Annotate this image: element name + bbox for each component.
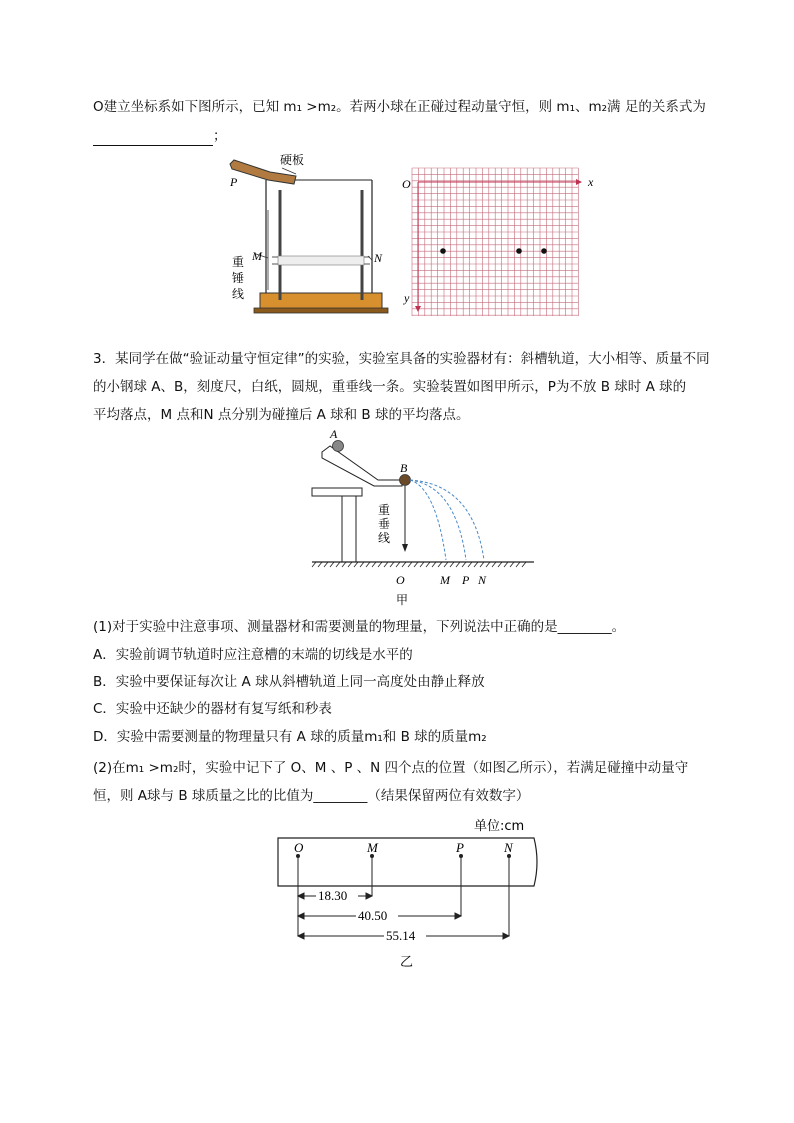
q3-sub2-line1: (2)在m₁ >m₂时，实验中记下了 O、M 、P 、N 四个点的位置（如图乙所示），若满足碰撞中动量守 <box>93 760 689 776</box>
q3-sub1: (1)对于实验中注意事项、测量器材和需要测量的物理量，下列说法中正确的是________。 <box>93 619 626 635</box>
label-plumb-2: 锤 <box>232 271 245 285</box>
label-origin: O <box>402 177 411 191</box>
q3-option-d[interactable]: D．实验中需要测量的物理量只有 A 球的质量m₁和 B 球的质量m₂ <box>93 729 487 745</box>
jia-label-plumb-2: 垂 <box>378 517 391 531</box>
yi-label-p: P <box>456 840 464 855</box>
ball-b <box>400 475 411 486</box>
label-p: P <box>230 175 238 189</box>
yi-unit: 单位:cm <box>474 819 525 834</box>
jia-caption: 甲 <box>396 593 409 607</box>
jia-label-n: N <box>478 573 487 587</box>
q3-option-a[interactable]: A．实验前调节轨道时应注意槽的末端的切线是水平的 <box>93 647 413 663</box>
q2-grid-figure <box>398 160 598 318</box>
q3-option-b[interactable]: B．实验中要保证每次让 A 球从斜槽轨道上同一高度处由静止释放 <box>93 674 485 690</box>
q3-figure-jia <box>308 428 538 610</box>
jia-label-o: O <box>396 573 405 587</box>
grid-point-1 <box>440 248 446 254</box>
jia-label-a: A <box>330 428 338 441</box>
q3-option-c[interactable]: C．实验中还缺少的器材有复写纸和秒表 <box>93 701 332 717</box>
label-x: x <box>588 175 594 189</box>
grid <box>412 168 578 316</box>
label-y: y <box>404 291 410 305</box>
jia-label-b: B <box>400 461 408 475</box>
yi-label-n: N <box>504 840 513 855</box>
yi-dist-op: 40.50 <box>358 908 388 923</box>
jia-label-plumb-3: 线 <box>378 531 391 545</box>
q3-stem-line3: 平均落点，M 点和N 点分别为碰撞后 A 球和 B 球的平均落点。 <box>93 407 470 423</box>
label-m: M <box>252 249 262 263</box>
grid-point-3 <box>541 248 547 254</box>
q3-stem-line2: 的小钢球 A、B，刻度尺，白纸，圆规，重垂线一条。实验装置如图甲所示，P为不放 B 球时 A 球的 <box>93 379 687 395</box>
ball-a <box>333 441 344 452</box>
q2-answer-line: ； <box>93 125 227 146</box>
yi-dist-om: 18.30 <box>318 888 348 903</box>
yi-dist-on: 55.14 <box>386 928 416 943</box>
jia-label-m: M <box>440 573 450 587</box>
q2-apparatus-figure <box>222 150 402 318</box>
yi-caption: 乙 <box>400 955 414 970</box>
q3-figure-yi <box>272 812 544 972</box>
yi-label-m: M <box>367 840 378 855</box>
grid-point-2 <box>516 248 522 254</box>
yi-label-o: O <box>294 840 304 855</box>
answer-blank[interactable] <box>93 125 213 146</box>
q3-stem-line1: 3．某同学在做“验证动量守恒定律”的实验，实验室具备的实验器材有：斜槽轨道，大小相等、质量不同 <box>93 351 710 367</box>
label-plumb-3: 线 <box>232 287 245 301</box>
jia-label-p: P <box>462 573 470 587</box>
q3-sub2-line2: 恒，则 A球与 B 球质量之比的比值为________（结果保留两位有效数字） <box>93 788 530 804</box>
q2-line1: O建立坐标系如下图所示，已知 m₁ >m₂。若两小球在正碰过程动量守恒，则 m₁、m₂满 足的关系式为 <box>93 99 706 115</box>
label-board: 硬板 <box>280 153 305 167</box>
label-n: N <box>374 251 383 265</box>
jia-label-plumb-1: 重 <box>378 503 391 517</box>
label-plumb-1: 重 <box>232 255 245 269</box>
